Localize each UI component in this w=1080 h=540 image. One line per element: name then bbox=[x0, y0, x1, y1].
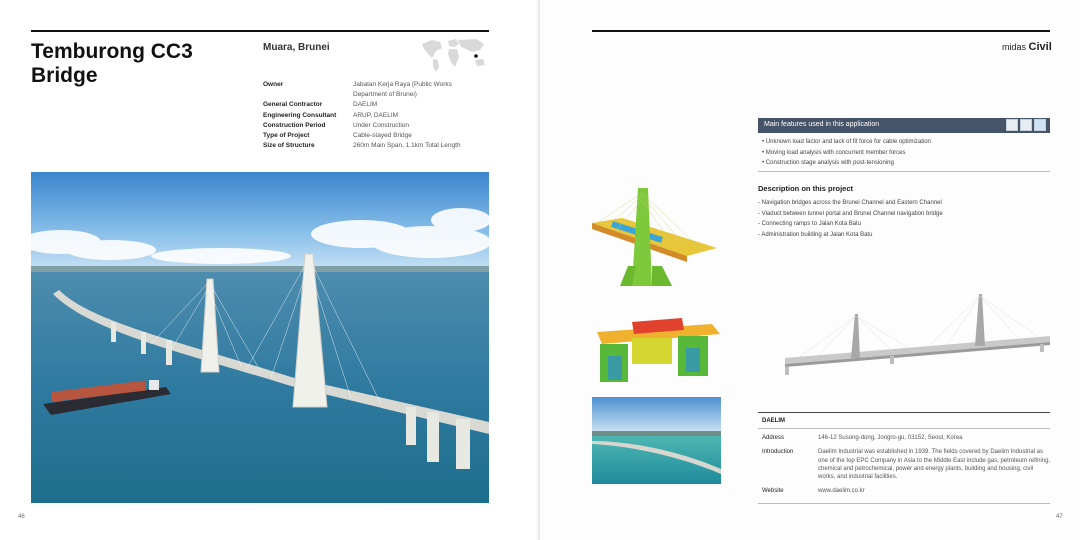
divider bbox=[758, 428, 1050, 429]
truss-bridge-icon bbox=[1020, 119, 1032, 131]
brand-logo bbox=[1002, 41, 1052, 53]
company-value: 146-12 Susong-dong, Jongro-gu, 03152, Seoul, Korea bbox=[818, 435, 963, 441]
world-map-icon bbox=[418, 35, 490, 73]
info-row bbox=[263, 131, 493, 141]
right-page bbox=[540, 0, 1080, 540]
aerial-bridge-photo bbox=[592, 397, 721, 484]
stress-model-image bbox=[592, 304, 722, 386]
info-key: Type of Project bbox=[263, 132, 310, 140]
info-key: Construction Period bbox=[263, 121, 326, 129]
feature-item: • Unknown load factor and lack of fit force for cable optimization bbox=[762, 137, 1052, 148]
header-rule bbox=[592, 30, 1050, 32]
company-row bbox=[762, 448, 1052, 481]
features-heading: Main features used in this application bbox=[764, 121, 880, 128]
info-value: 260m Main Span, 1.1km Total Length bbox=[353, 142, 461, 150]
info-row bbox=[263, 141, 493, 151]
brand-prefix: midas bbox=[1002, 42, 1027, 52]
company-row bbox=[762, 487, 1052, 495]
company-key: Introduction bbox=[762, 449, 794, 456]
analysis-model-image bbox=[785, 288, 1050, 378]
solid-model-icon bbox=[1034, 119, 1046, 131]
info-key: Engineering Consultant bbox=[263, 111, 337, 119]
location-dot bbox=[474, 54, 478, 58]
info-row bbox=[263, 121, 493, 131]
cable-bridge-icon bbox=[1006, 119, 1018, 131]
info-value: Cable-stayed Bridge bbox=[353, 132, 412, 140]
header-rule bbox=[31, 30, 489, 32]
company-value: Daelim Industrial was established in 1939. The fields covered by Daelim Industrial as one of the top EPC Company in Asia to the Middle East include gas, petroleum refining, chemical and petrochemical, power and energy plants, building and housing, civil works, and industrial facilities. bbox=[818, 449, 1051, 481]
description-heading: Description on this project bbox=[758, 184, 854, 193]
project-location: Muara, Brunei bbox=[263, 42, 330, 53]
description-item: - Navigation bridges across the Brunei Channel and Eastern Channel bbox=[758, 198, 1050, 209]
divider bbox=[758, 171, 1050, 172]
divider bbox=[758, 412, 1050, 413]
divider bbox=[758, 503, 1050, 504]
info-value: Under Construction bbox=[353, 121, 409, 129]
company-website[interactable]: www.daelim.co.kr bbox=[818, 488, 865, 495]
feature-item: • Construction stage analysis with post-tensioning bbox=[762, 158, 1052, 169]
info-value: ARUP, DAELIM bbox=[353, 111, 399, 119]
info-row bbox=[263, 80, 493, 100]
info-row bbox=[263, 100, 493, 110]
company-row bbox=[762, 434, 1052, 442]
tower-model-image bbox=[592, 178, 722, 286]
info-key: Size of Structure bbox=[263, 142, 315, 150]
features-list bbox=[762, 137, 1052, 169]
project-title: Temburong CC3 Bridge bbox=[31, 40, 193, 87]
features-header bbox=[758, 118, 1050, 133]
company-key: Website bbox=[762, 488, 784, 495]
info-key: General Contractor bbox=[263, 101, 323, 109]
description-list bbox=[758, 198, 1050, 240]
page-number: 47 bbox=[1056, 514, 1063, 520]
bridge-photo bbox=[31, 172, 489, 503]
description-item: - Viaduct between tunnel portal and Brunei Channel navigation bridge bbox=[758, 209, 1050, 220]
info-key: Owner bbox=[263, 81, 284, 88]
page-number: 46 bbox=[18, 514, 25, 520]
brand-name: Civil bbox=[1028, 41, 1052, 53]
project-info-table bbox=[263, 80, 493, 151]
info-value: DAELIM bbox=[353, 101, 378, 109]
company-key: Address bbox=[762, 435, 785, 441]
company-name: DAELIM bbox=[762, 418, 785, 424]
feature-item: • Moving load analysis with concurrent member forces bbox=[762, 148, 1052, 159]
description-item: - Administration building at Jalan Kota Batu bbox=[758, 230, 1050, 241]
description-item: - Connecting ramps to Jalan Kota Batu bbox=[758, 219, 1050, 230]
info-value: Jabatan Kerja Raya (Public Works Department of Brunei) bbox=[353, 81, 452, 99]
info-row bbox=[263, 111, 493, 121]
company-info-table bbox=[762, 434, 1052, 502]
